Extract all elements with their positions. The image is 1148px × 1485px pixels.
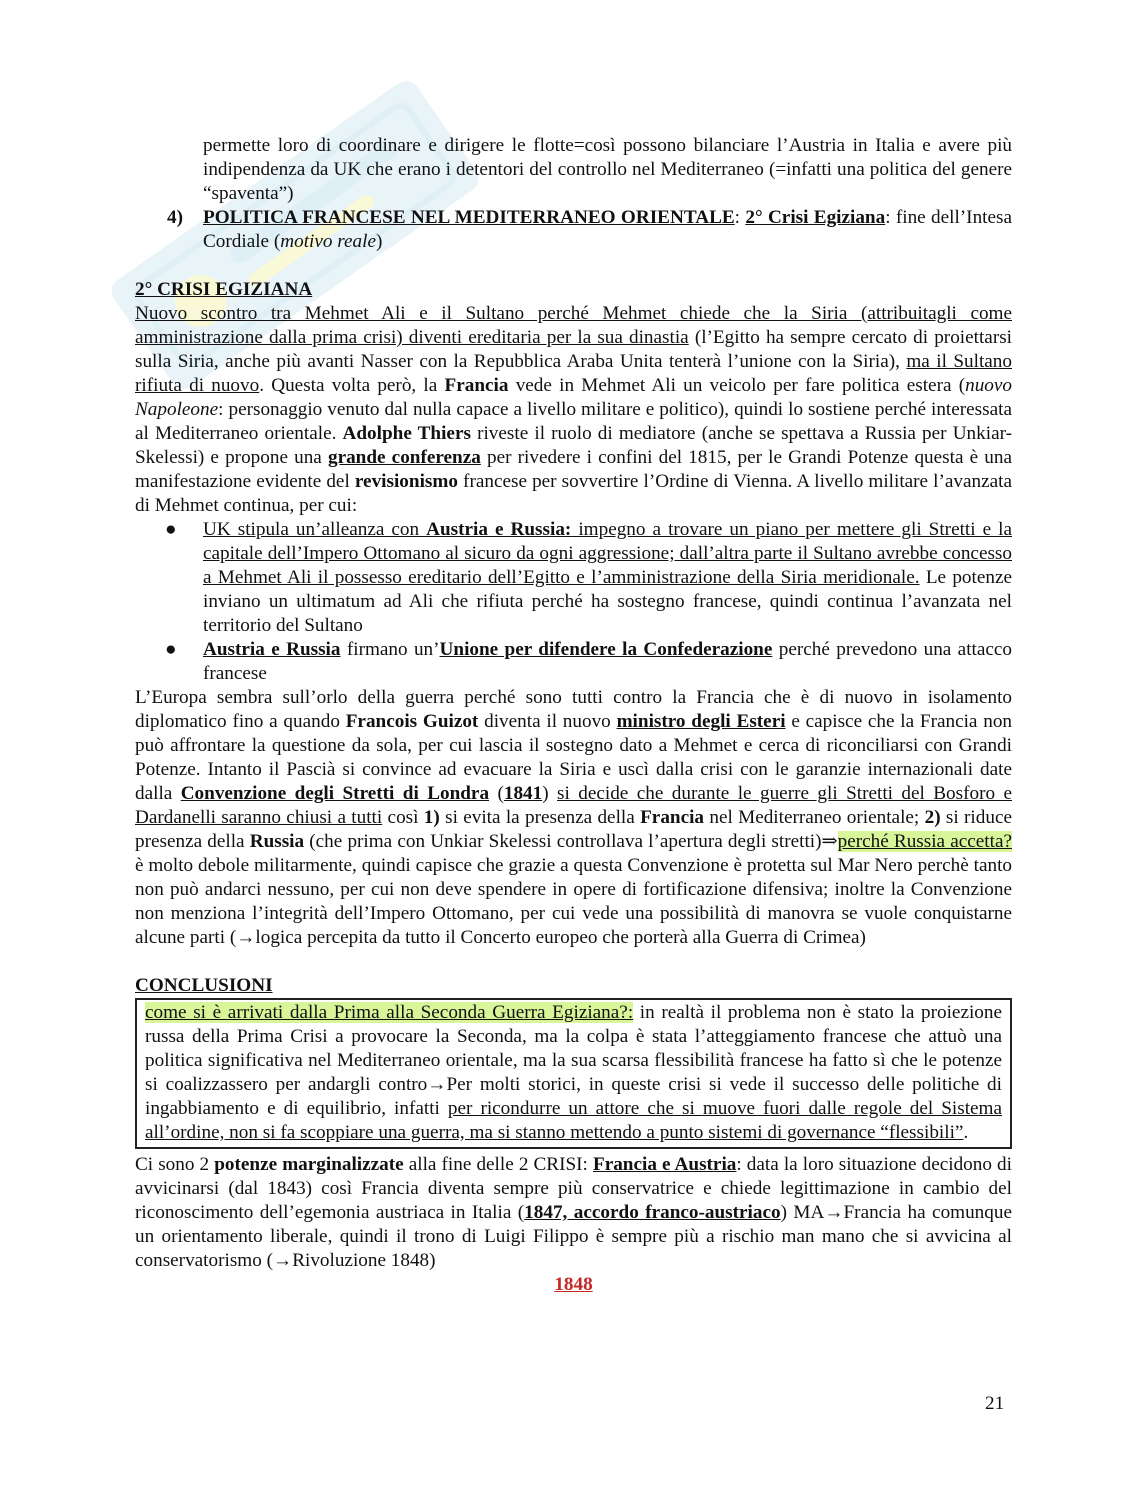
conclusion-box xyxy=(135,998,1012,1149)
page-number: 21 xyxy=(985,1393,1005,1414)
text-span: alla fine delle 2 CRISI: xyxy=(403,1154,593,1175)
conclusion-box-text xyxy=(145,1001,1002,1145)
bullet-list xyxy=(135,518,1012,686)
text-span: per rivedere i confini del 1815, per le Grandi Potenze questa è una manifestazione evidente del xyxy=(135,447,1012,492)
text-span: ma il Sultano rifiuta di nuovo xyxy=(135,351,1012,396)
text-span: revisionismo xyxy=(354,471,458,492)
text-span: : data la loro situazione decidono di avvicinarsi (dal 1843) così Francia diventa sempre più conservatrice e chiede legittimazione in cambio del riconoscimento dell’egemonia austriaca in Italia ( xyxy=(135,1154,1012,1223)
text-span: Austria e Russia: xyxy=(426,519,572,540)
text-span: francese per sovvertire l’Ordine di Vienna. A livello militare l’avanzata di Mehmet continua, per cui: xyxy=(135,471,1013,516)
text-span: (l’Egitto ha sempre cercato di proiettarsi sulla Siria, anche più avanti Nasser con la Repubblica Araba Unita tenterà l’unione con la Siria), xyxy=(135,327,1013,372)
text-span: ) MA→Francia ha comunque un orientamento liberale, quindi il trono di Luigi Filippo è sempre più a rischio man mano che si avvicina al conservatorismo (→Rivoluzione 1848) xyxy=(135,1202,1012,1271)
text-span: Nuovo scontro tra Mehmet Ali e il Sultano perché Mehmet chiede che la Siria (attribuitagli come amministrazione dalla prima crisi) diventi ereditaria per la sua dinastia xyxy=(135,303,1012,348)
text-span: nuovo Napoleone xyxy=(135,375,1012,420)
text-span: si evita la presenza della xyxy=(439,807,641,828)
text-span: Francia xyxy=(444,375,509,396)
text-span: . Questa volta però, la xyxy=(259,375,445,396)
section-heading-crisi: 2° CRISI EGIZIANA xyxy=(135,279,313,300)
highlighted-question: come si è arrivati dalla Prima alla Seconda Guerra Egiziana?: xyxy=(145,1002,634,1023)
item4-crisis: 2° Crisi Egiziana xyxy=(745,207,886,228)
text-span: potenze marginalizzate xyxy=(214,1154,404,1175)
list-item-4 xyxy=(135,206,1012,254)
text-span: per ricondurre un attore che si muove fuori dalle regole del Sistema all’ordine, non si fa scoppiare una guerra, ma si stanno mettendo a punto sistemi di governance “flessibili” xyxy=(145,1098,1002,1143)
text-span: perché prevedono una attacco francese xyxy=(203,639,1013,684)
text-span: si riduce presenza della xyxy=(135,807,1012,852)
text-span: Francois Guizot xyxy=(345,711,479,732)
text-span: così xyxy=(382,807,424,828)
text-span: Francia xyxy=(640,807,705,828)
item4-rest: : fine dell’Intesa Cordiale ( xyxy=(203,207,1012,252)
crisi-paragraph-1 xyxy=(135,302,1012,518)
document-page xyxy=(135,134,1012,1297)
text-span: Le potenze inviano un ultimatum ad Ali che rifiuta perché ha sostegno francese, quindi continua l’avanzata nel territorio del Sultano xyxy=(203,567,1012,636)
next-section-heading xyxy=(135,1273,1012,1297)
list-number: 4) xyxy=(167,207,183,228)
text-span: 1841 xyxy=(503,783,543,804)
conclusion-paragraph xyxy=(135,1153,1012,1273)
text-span: grande conferenza xyxy=(327,447,481,468)
text-span: nel Mediterraneo orientale; xyxy=(704,807,925,828)
text-span: vede in Mehmet Ali un veicolo per fare politica estera ( xyxy=(508,375,966,396)
text-span: Austria e Russia xyxy=(203,639,341,660)
crisi-paragraph-2 xyxy=(135,686,1012,950)
text-span: . xyxy=(963,1122,969,1143)
text-span: si decide che durante le guerre gli Stretti del Bosforo e Dardanelli saranno chiusi a tutti xyxy=(135,783,1013,828)
text-span: riveste il ruolo di mediatore (anche se spettava a Russia per Unkiar-Skelessi) e propone una xyxy=(135,423,1012,468)
text-span: 2) xyxy=(924,807,941,828)
item4-close: ) xyxy=(376,231,383,252)
text-span: firmano un’ xyxy=(340,639,440,660)
bullet-icon: ● xyxy=(165,519,177,540)
text-span: Adolphe Thiers xyxy=(342,423,471,444)
text-span: UK stipula un’alleanza con xyxy=(203,519,427,540)
text-span: e capisce che la Francia non può affrontare la questione da sola, per cui lascia il sostegno dato a Mehmet e cerca di riconciliarsi con Grandi Potenze. Intanto il Pascià si convince ad evacuare la Siria e uscì dalla crisi con le garanzie internazionali date dalla xyxy=(135,711,1013,804)
text-span: Russia xyxy=(249,831,305,852)
bullet-item-1 xyxy=(135,518,1012,638)
text-span: Ci sono 2 xyxy=(135,1154,215,1175)
text-span: ) xyxy=(542,783,558,804)
text-span: L’Europa sembra sull’orlo della guerra perché sono tutti contro la Francia che è di nuovo in isolamento diplomatico fino a quando xyxy=(135,687,1012,732)
text-span: Francia e Austria xyxy=(592,1154,737,1175)
item4-sep: : xyxy=(734,207,746,228)
highlighted-question: perché Russia accetta? xyxy=(837,831,1012,852)
text-span: ministro degli Esteri xyxy=(616,711,786,732)
text-span: diventa il nuovo xyxy=(478,711,617,732)
text-span: 1847, accordo franco-austriaco xyxy=(524,1202,781,1223)
text-span: Convenzione degli Stretti di Londra xyxy=(180,783,490,804)
section-heading-conclusioni: CONCLUSIONI xyxy=(135,975,273,996)
text-span: in realtà il problema non è stato la proiezione russa della Prima Crisi a provocare la Seconda, ma la colpa è stata l’atteggiamento francese che attuò una politica significativa nel Mediterraneo orientale, ma la sua scarsa flessibilità francese ha fatto sì che le potenze si coalizzassero per andargli contro→Per molti storici, in queste crisi si vede il successo delle politiche di ingabbiamento e di equilibrio, infatti xyxy=(145,1002,1002,1119)
item4-title: POLITICA FRANCESE NEL MEDITERRANEO ORIENTALE xyxy=(203,207,735,228)
text-span: impegno a trovare un piano per mettere gli Stretti e la capitale dell’Impero Ottomano al sicuro da ogni aggressione; dall’altra parte il Sultano avrebbe concesso a Mehmet Ali il possesso ereditario dell’Egitto e l’amministrazione della Siria meridionale. xyxy=(203,519,1013,588)
text-span: : personaggio venuto dal nulla capace a livello militare e politico), quindi lo sostiene perché interessata al Mediterraneo orientale. xyxy=(135,399,1012,444)
text-span: (che prima con Unkiar Skelessi controllava l’apertura degli stretti)⇒ xyxy=(304,831,838,852)
bullet-item-2 xyxy=(135,638,1012,686)
text-span: ( xyxy=(489,783,504,804)
bullet-icon: ● xyxy=(165,639,177,660)
spacer xyxy=(135,950,1012,974)
text-span: Unione per difendere la Confederazione xyxy=(439,639,773,660)
item4-motivo: motivo reale xyxy=(280,231,376,252)
text-span: è molto debole militarmente, quindi capisce che grazie a questa Convenzione è protetta sul Mar Nero perchè tanto non può andarci nessuno, per cui non deve spendere in opere di fortificazione difensiva; inoltre la Convenzione non menziona l’integrità dell’Impero Ottomano, per cui vede una possibilità di manovra se vuole conquistarne alcune parti (→logica percepita da tutto il Concerto europeo che porterà alla Guerra di Crimea) xyxy=(135,855,1012,948)
spacer xyxy=(135,254,1012,278)
intro-paragraph: permette loro di coordinare e dirigere le flotte=così possono bilanciare l’Austria in Italia e avere più indipendenza da UK che erano i detentori del controllo nel Mediterraneo (=infatti una politica del genere “spaventa”) xyxy=(203,135,1012,204)
text-span: 1) xyxy=(423,807,440,828)
heading-1848: 1848 xyxy=(554,1274,593,1295)
